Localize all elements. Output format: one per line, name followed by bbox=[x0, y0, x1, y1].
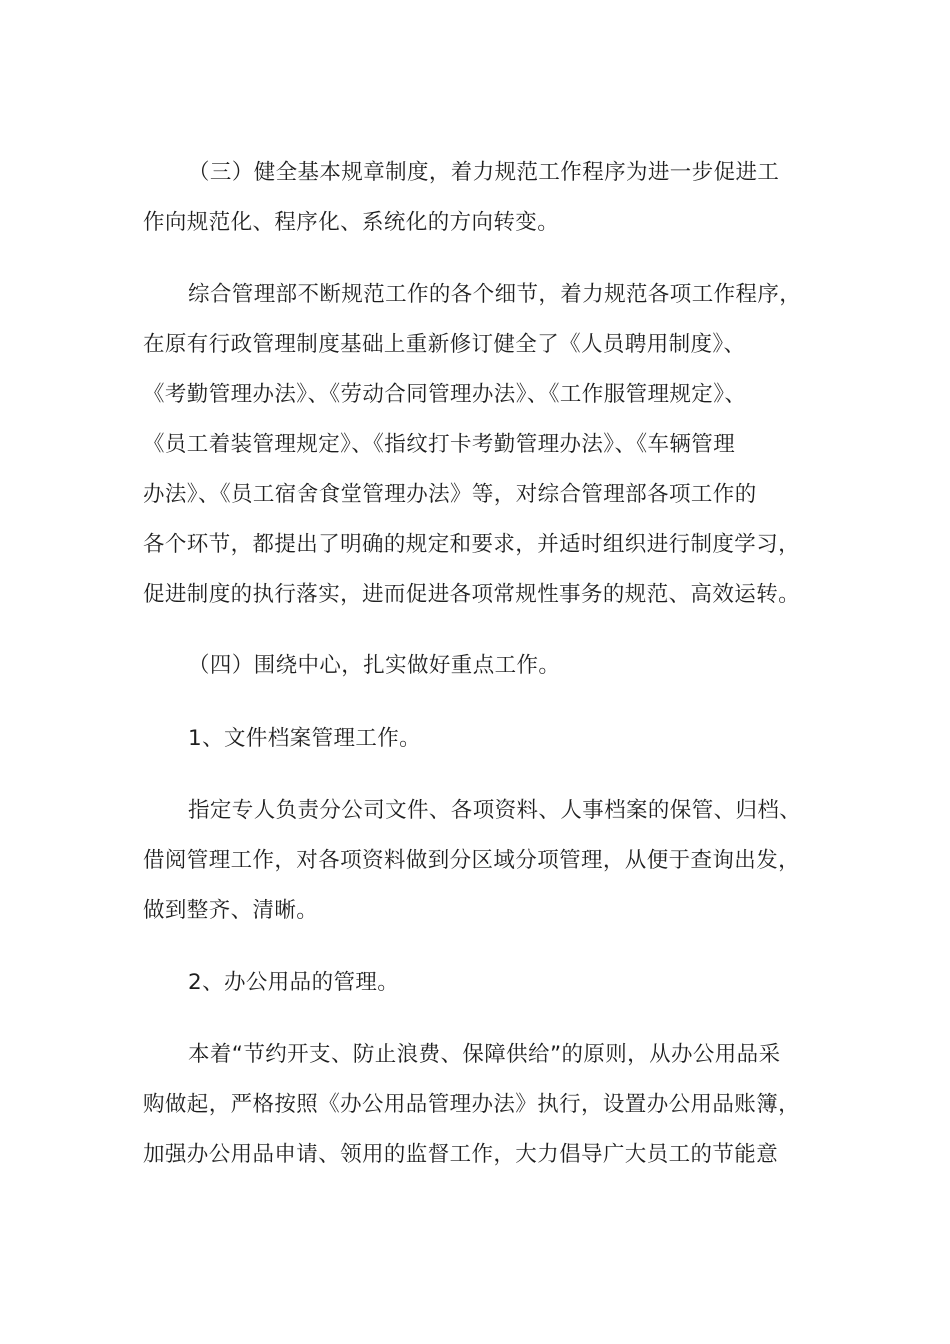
item2-body-line: 加强办公用品申请、领用的监督工作，大力倡导广大员工的节能意 bbox=[143, 1142, 779, 1167]
item1-title: 1、文件档案管理工作。 bbox=[188, 726, 422, 751]
item1-body-line: 做到整齐、清晰。 bbox=[143, 898, 319, 923]
item2-body-line: 本着“节约开支、防止浪费、保障供给”的原则，从办公用品采 bbox=[188, 1042, 781, 1067]
section3-heading-line2: 作向规范化、程序化、系统化的方向转变。 bbox=[143, 210, 560, 235]
item1-body-line: 借阅管理工作，对各项资料做到分区域分项管理，从便于查询出发， bbox=[143, 848, 801, 873]
section3-body-line: 在原有行政管理制度基础上重新修订健全了《人员聘用制度》、 bbox=[143, 332, 746, 357]
section3-body-line: 促进制度的执行落实，进而促进各项常规性事务的规范、高效运转。 bbox=[143, 582, 801, 607]
section3-body-line: 《员工着装管理规定》、《指纹打卡考勤管理办法》、《车辆管理 bbox=[143, 432, 736, 457]
section3-heading-line1: （三）健全基本规章制度，着力规范工作程序为进一步促进工 bbox=[188, 160, 780, 185]
item2-title: 2、办公用品的管理。 bbox=[188, 970, 400, 995]
section3-body-line: 综合管理部不断规范工作的各个细节，着力规范各项工作程序， bbox=[188, 282, 802, 307]
section3-body-line: 办法》、《员工宿舍食堂管理办法》等，对综合管理部各项工作的 bbox=[143, 482, 757, 507]
item1-body-line: 指定专人负责分公司文件、各项资料、人事档案的保管、归档、 bbox=[188, 798, 802, 823]
section3-body-line: 《考勤管理办法》、《劳动合同管理办法》、《工作服管理规定》、 bbox=[143, 382, 747, 407]
item2-body-line: 购做起，严格按照《办公用品管理办法》执行，设置办公用品账簿， bbox=[143, 1092, 801, 1117]
section4-heading: （四）围绕中心，扎实做好重点工作。 bbox=[188, 653, 561, 678]
section3-body-line: 各个环节，都提出了明确的规定和要求，并适时组织进行制度学习， bbox=[143, 532, 801, 557]
